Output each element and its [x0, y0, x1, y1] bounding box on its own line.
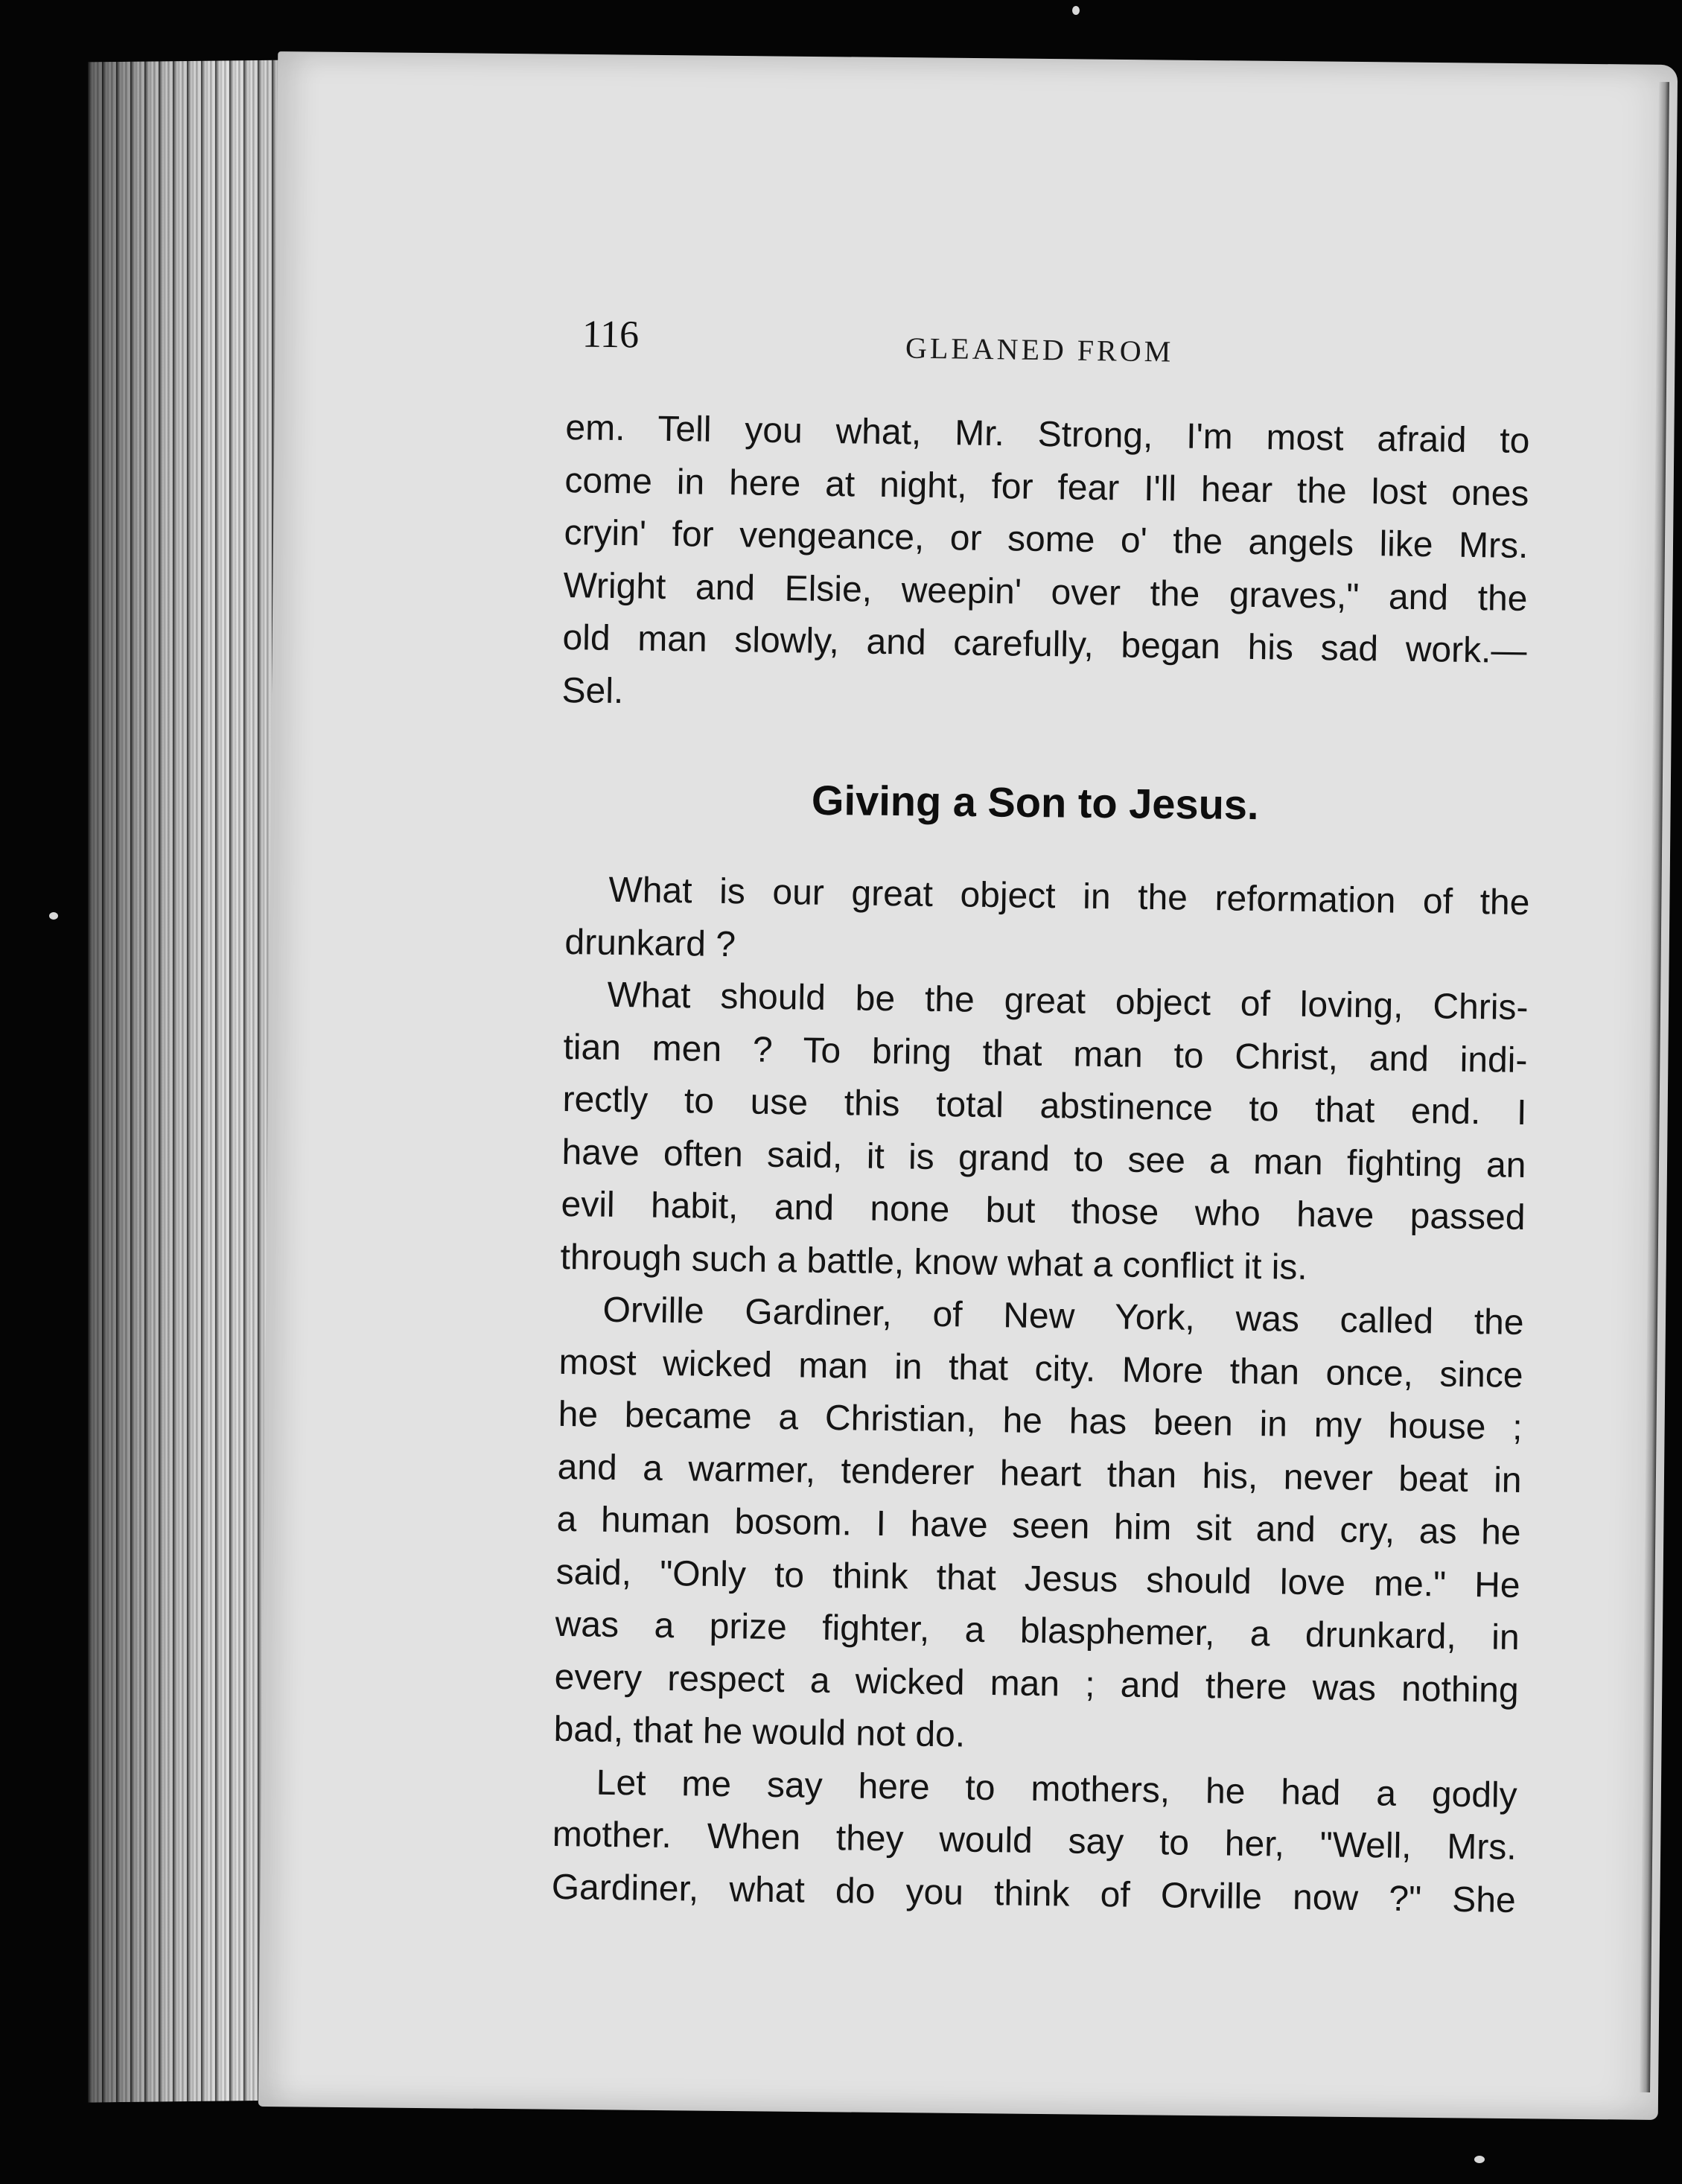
paragraph	[553, 1284, 1524, 1770]
text-line: Let me say here to mothers, he had a godly	[596, 1763, 1518, 1815]
running-head: GLEANED FROM	[905, 331, 1174, 369]
text-line: mother. When they would say to her, "Well, Mrs.	[552, 1814, 1517, 1868]
paragraph	[560, 969, 1529, 1297]
text-line: Orville Gardiner, of New York, was called the	[602, 1290, 1524, 1343]
article-body	[551, 864, 1530, 1927]
text-line: and a warmer, tenderer heart than his, never beat in	[557, 1447, 1522, 1500]
text-line: he became a Christian, he has been in my house ;	[558, 1394, 1523, 1448]
text-line: a human bosom. I have seen him sit and cry, as he	[556, 1499, 1521, 1553]
text-line: through such a battle, know what a conflict it is.	[560, 1237, 1308, 1287]
article-title: Giving a Son to Jesus.	[811, 776, 1259, 829]
text-line: Sel.	[561, 670, 624, 711]
text-line: most wicked man in that city. More than once, since	[558, 1342, 1523, 1395]
text-line: was a prize fighter, a blasphemer, a drunkard, in	[555, 1604, 1520, 1658]
continuation-text	[561, 402, 1530, 730]
paragraph	[551, 1756, 1517, 1927]
text-line: em. Tell you what, Mr. Strong, I'm most afraid to	[565, 407, 1530, 462]
dust-speck	[1474, 2156, 1485, 2163]
text-line: Wright and Elsie, weepin' over the graves," and the	[563, 565, 1528, 619]
dust-speck	[49, 912, 58, 920]
page-edges-shadow	[88, 60, 289, 2103]
text-line: come in here at night, for fear I'll hear the lost ones	[564, 460, 1529, 514]
text-line: bad, that he would not do.	[553, 1709, 966, 1755]
text-line: old man slowly, and carefully, began his sad work.—	[562, 617, 1527, 672]
text-line: said, "Only to think that Jesus should love me." He	[555, 1552, 1520, 1605]
paragraph	[564, 864, 1530, 982]
text-line: have often said, it is grand to see a man fighting an	[561, 1132, 1526, 1185]
text-line: Gardiner, what do you think of Orville now ?" She	[551, 1867, 1517, 1920]
page-number: 116	[582, 313, 640, 357]
dust-speck	[1072, 6, 1080, 15]
text-line: drunkard ?	[564, 922, 736, 964]
text-line: What is our great object in the reformation of the	[608, 870, 1530, 923]
text-line: cryin' for vengeance, or some o' the angels like Mrs.	[564, 512, 1529, 567]
text-line: every respect a wicked man ; and there was nothing	[554, 1657, 1519, 1710]
text-line: tian men ? To bring that man to Christ, and indi-	[563, 1027, 1528, 1080]
text-line: rectly to use this total abstinence to that end. I	[562, 1079, 1527, 1133]
text-line: evil habit, and none but those who have passed	[561, 1184, 1526, 1238]
text-line: What should be the great object of loving, Chris-	[607, 975, 1529, 1028]
